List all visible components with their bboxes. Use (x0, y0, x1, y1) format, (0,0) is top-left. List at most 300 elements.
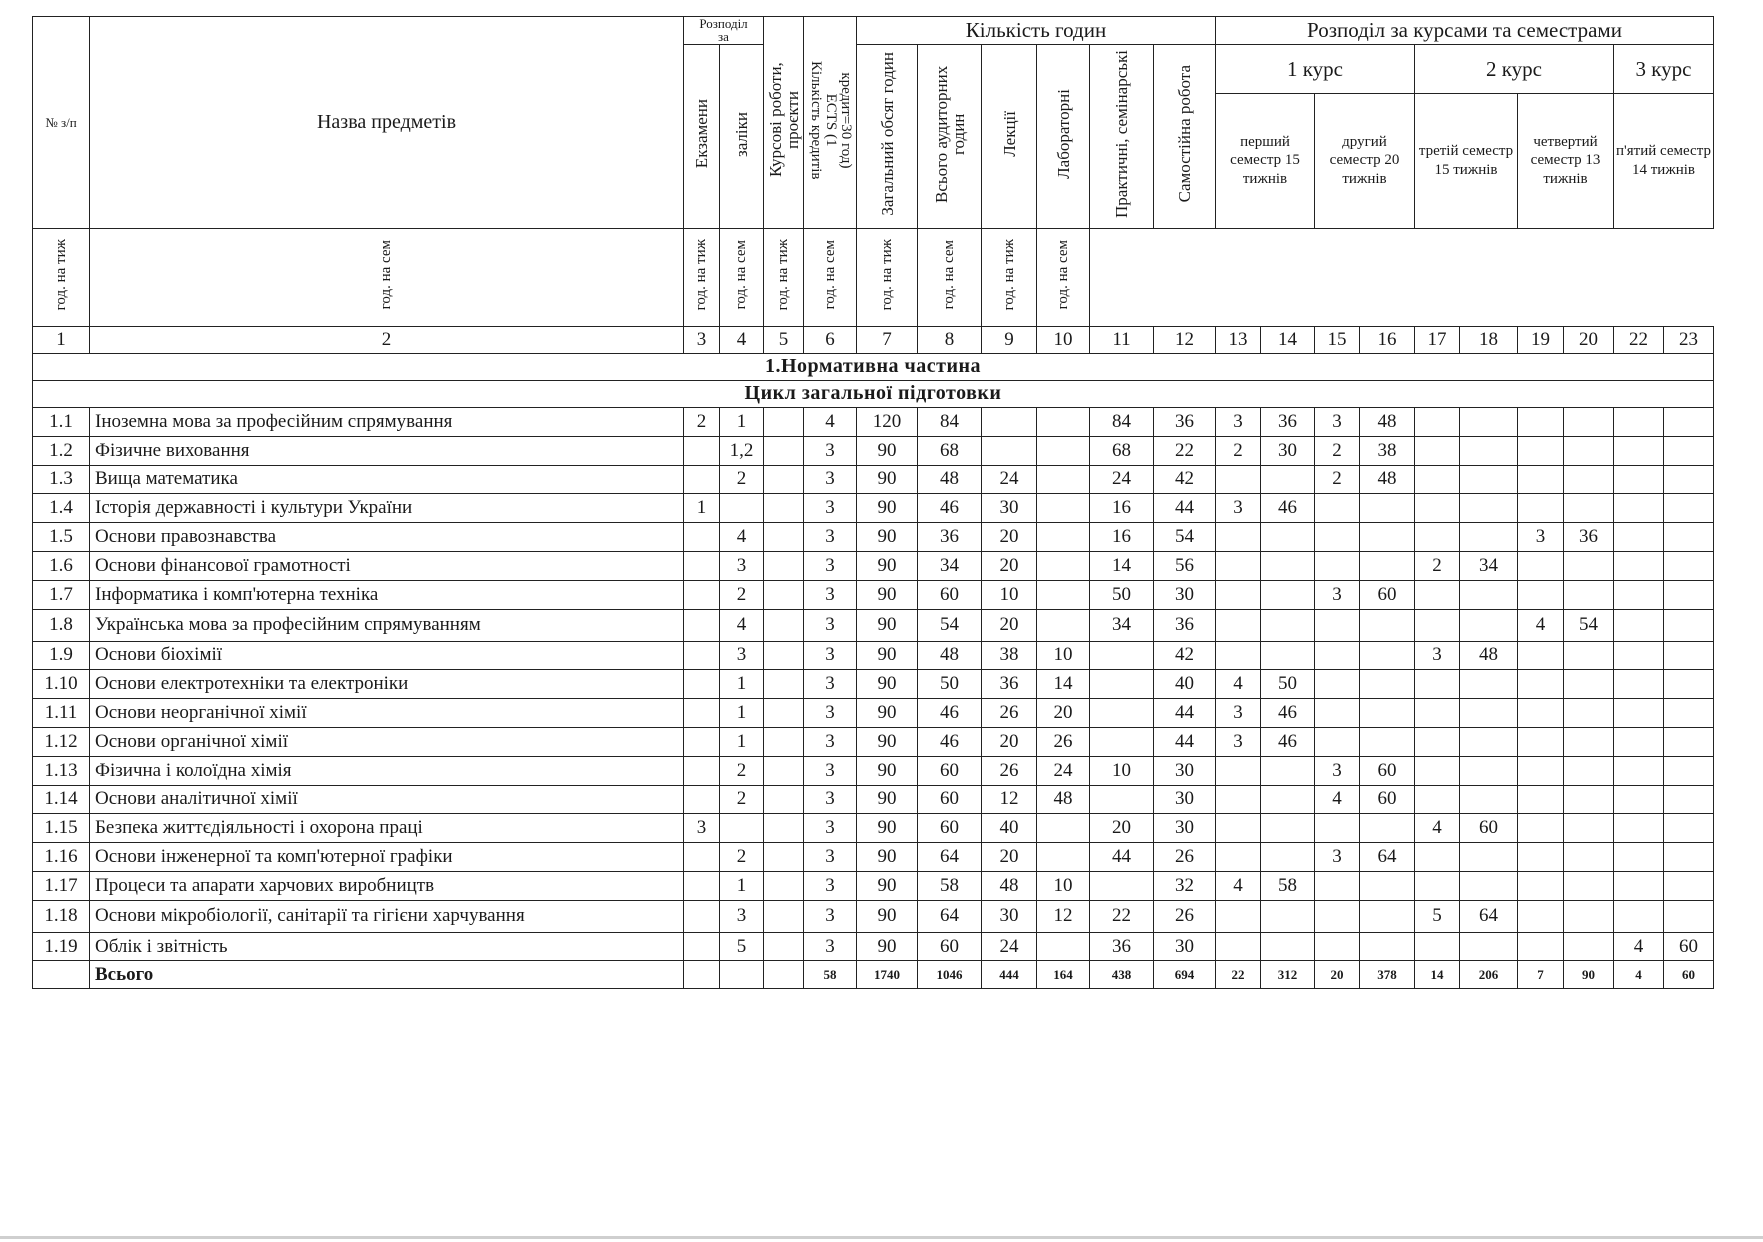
table-cell: 20 (1037, 699, 1090, 728)
total-cell (684, 961, 720, 989)
total-cell: 206 (1460, 961, 1518, 989)
table-cell (1090, 727, 1154, 756)
total-row (33, 961, 1714, 989)
subject-name: Основи електротехніки та електроніки (90, 670, 684, 699)
table-cell (1664, 871, 1714, 900)
table-cell: 68 (918, 436, 982, 465)
table-cell: 90 (857, 523, 918, 552)
table-cell: 60 (918, 814, 982, 843)
subject-name: Основи органічної хімії (90, 727, 684, 756)
table-cell: 24 (1037, 756, 1090, 785)
table-cell (1614, 436, 1664, 465)
table-cell (1360, 551, 1415, 580)
table-cell: 24 (1090, 465, 1154, 494)
table-cell: 68 (1090, 436, 1154, 465)
header-semester: другий семестр 20 тижнів (1315, 93, 1415, 228)
table-cell (1564, 785, 1614, 814)
table-cell: 42 (1154, 465, 1216, 494)
column-number: 12 (1154, 326, 1216, 353)
table-cell: 2 (1315, 436, 1360, 465)
table-cell (684, 670, 720, 699)
table-cell (1315, 670, 1360, 699)
table-cell (1261, 900, 1315, 932)
table-cell: 58 (918, 871, 982, 900)
table-cell: 2 (720, 843, 764, 872)
table-cell: 26 (982, 699, 1037, 728)
row-number: 1.15 (33, 814, 90, 843)
table-cell (1037, 843, 1090, 872)
subject-name: Іноземна мова за професійним спрямування (90, 407, 684, 436)
table-cell (1564, 756, 1614, 785)
row-number: 1.13 (33, 756, 90, 785)
table-cell: 4 (1216, 871, 1261, 900)
table-cell (1360, 494, 1415, 523)
subject-name: Фізичне виховання (90, 436, 684, 465)
column-number: 7 (857, 326, 918, 353)
table-cell (1261, 580, 1315, 609)
subject-name: Основи правознавства (90, 523, 684, 552)
table-cell: 3 (804, 843, 857, 872)
table-cell: 60 (918, 932, 982, 961)
table-cell: 84 (1090, 407, 1154, 436)
table-cell (1518, 785, 1564, 814)
table-cell (1261, 609, 1315, 641)
table-cell (1261, 756, 1315, 785)
table-cell (1090, 641, 1154, 670)
table-cell (1518, 871, 1564, 900)
table-cell: 20 (982, 523, 1037, 552)
table-cell: 5 (720, 932, 764, 961)
table-cell (1664, 551, 1714, 580)
table-cell (1216, 932, 1261, 961)
table-row (33, 699, 1714, 728)
row-number: 1.16 (33, 843, 90, 872)
table-cell: 14 (1090, 551, 1154, 580)
table-cell: 3 (684, 814, 720, 843)
table-row (33, 871, 1714, 900)
table-cell (684, 900, 720, 932)
table-cell: 38 (1360, 436, 1415, 465)
total-cell: 14 (1415, 961, 1460, 989)
table-cell: 12 (1037, 900, 1090, 932)
table-cell (764, 641, 804, 670)
table-cell: 30 (1154, 580, 1216, 609)
table-cell: 24 (982, 932, 1037, 961)
table-cell (1037, 814, 1090, 843)
table-cell (1564, 641, 1614, 670)
total-cell: 438 (1090, 961, 1154, 989)
table-cell (1518, 436, 1564, 465)
total-label: Всього (90, 961, 684, 989)
table-cell: 26 (1037, 727, 1090, 756)
subject-name: Інформатика і комп'ютерна техніка (90, 580, 684, 609)
header-praktychni: Практичні, семінарські (1090, 45, 1154, 229)
table-cell: 22 (1090, 900, 1154, 932)
column-number: 9 (982, 326, 1037, 353)
table-cell (1415, 932, 1460, 961)
table-cell (1360, 871, 1415, 900)
table-cell: 26 (1154, 843, 1216, 872)
table-cell (982, 407, 1037, 436)
table-cell (1216, 580, 1261, 609)
header-semester: четвертий семестр 13 тижнів (1518, 93, 1614, 228)
header-per-sem: год. на сем (720, 228, 764, 326)
table-cell: 90 (857, 932, 918, 961)
row-number: 1.3 (33, 465, 90, 494)
subject-name: Основи біохімії (90, 641, 684, 670)
table-cell: 2 (1415, 551, 1460, 580)
header-course-2: 2 курс (1415, 45, 1614, 94)
table-cell: 60 (918, 580, 982, 609)
total-cell: 90 (1564, 961, 1614, 989)
table-cell (1518, 407, 1564, 436)
header-per-week: год. на тиж (684, 228, 720, 326)
table-cell (1614, 465, 1664, 494)
table-cell: 54 (1564, 609, 1614, 641)
table-cell: 3 (804, 756, 857, 785)
table-cell (1614, 900, 1664, 932)
table-cell: 30 (982, 900, 1037, 932)
column-number: 5 (764, 326, 804, 353)
table-cell (1518, 494, 1564, 523)
table-cell: 10 (1037, 871, 1090, 900)
table-cell (1460, 580, 1518, 609)
table-cell (1216, 609, 1261, 641)
table-cell: 44 (1154, 699, 1216, 728)
subject-name: Основи аналітичної хімії (90, 785, 684, 814)
table-cell (1614, 523, 1664, 552)
table-row (33, 756, 1714, 785)
table-cell: 44 (1154, 494, 1216, 523)
table-cell: 90 (857, 814, 918, 843)
column-number: 13 (1216, 326, 1261, 353)
table-cell: 50 (1261, 670, 1315, 699)
total-number-cell (33, 961, 90, 989)
table-cell (1564, 407, 1614, 436)
subject-name: Процеси та апарати харчових виробництв (90, 871, 684, 900)
table-cell (764, 900, 804, 932)
row-number: 1.12 (33, 727, 90, 756)
table-cell (1664, 785, 1714, 814)
table-cell (1216, 785, 1261, 814)
table-cell (1614, 699, 1664, 728)
table-cell (764, 523, 804, 552)
table-cell (1564, 814, 1614, 843)
table-cell: 84 (918, 407, 982, 436)
table-cell: 1 (720, 871, 764, 900)
header-exams: Екзамени (684, 45, 720, 229)
table-cell: 30 (1154, 785, 1216, 814)
table-cell: 60 (1360, 756, 1415, 785)
table-cell (1614, 785, 1664, 814)
row-number: 1.11 (33, 699, 90, 728)
table-cell: 3 (804, 609, 857, 641)
table-cell: 3 (1216, 494, 1261, 523)
total-cell: 312 (1261, 961, 1315, 989)
table-cell: 60 (1360, 785, 1415, 814)
table-cell: 24 (982, 465, 1037, 494)
table-cell (1261, 551, 1315, 580)
table-cell (1518, 900, 1564, 932)
subject-name: Основи неорганічної хімії (90, 699, 684, 728)
table-cell: 90 (857, 580, 918, 609)
table-cell: 20 (982, 609, 1037, 641)
table-cell: 3 (1315, 756, 1360, 785)
table-cell: 30 (1261, 436, 1315, 465)
table-cell: 2 (720, 785, 764, 814)
total-cell: 58 (804, 961, 857, 989)
table-cell (1216, 756, 1261, 785)
table-cell: 54 (918, 609, 982, 641)
table-cell (1415, 756, 1460, 785)
table-cell: 26 (982, 756, 1037, 785)
table-cell: 34 (918, 551, 982, 580)
table-cell (1664, 900, 1714, 932)
table-cell (1460, 609, 1518, 641)
table-cell: 60 (1460, 814, 1518, 843)
table-cell: 3 (804, 641, 857, 670)
table-cell: 58 (1261, 871, 1315, 900)
table-cell (1564, 670, 1614, 699)
table-cell: 3 (1518, 523, 1564, 552)
total-cell: 1046 (918, 961, 982, 989)
curriculum-table (32, 16, 1714, 989)
total-cell: 22 (1216, 961, 1261, 989)
table-cell (764, 785, 804, 814)
table-cell (1614, 843, 1664, 872)
column-number: 2 (90, 326, 684, 353)
table-cell (1664, 814, 1714, 843)
column-number: 15 (1315, 326, 1360, 353)
table-cell: 3 (1315, 407, 1360, 436)
table-cell (1415, 871, 1460, 900)
table-cell (1564, 843, 1614, 872)
table-cell (1564, 871, 1614, 900)
table-cell (1664, 843, 1714, 872)
total-cell: 7 (1518, 961, 1564, 989)
table-cell (1564, 699, 1614, 728)
table-cell: 36 (1261, 407, 1315, 436)
table-cell: 3 (804, 523, 857, 552)
table-row (33, 932, 1714, 961)
table-cell: 120 (857, 407, 918, 436)
table-cell (1037, 580, 1090, 609)
table-row (33, 900, 1714, 932)
row-number: 1.18 (33, 900, 90, 932)
header-per-sem: год. на сем (1037, 228, 1090, 326)
subject-name: Фізична і колоїдна хімія (90, 756, 684, 785)
table-cell (1315, 551, 1360, 580)
table-cell (764, 727, 804, 756)
table-cell (1415, 494, 1460, 523)
table-cell (764, 932, 804, 961)
table-cell (684, 436, 720, 465)
header-per-sem: год. на сем (804, 228, 857, 326)
table-cell (1518, 756, 1564, 785)
table-cell (1415, 609, 1460, 641)
table-cell (1460, 785, 1518, 814)
table-cell (1216, 551, 1261, 580)
table-cell: 90 (857, 871, 918, 900)
column-number: 22 (1614, 326, 1664, 353)
table-cell (1261, 785, 1315, 814)
table-cell: 5 (1415, 900, 1460, 932)
table-cell: 16 (1090, 494, 1154, 523)
table-cell (1614, 551, 1664, 580)
table-cell: 1 (720, 699, 764, 728)
table-cell: 3 (720, 900, 764, 932)
subject-name: Облік і звітність (90, 932, 684, 961)
table-cell (1360, 523, 1415, 552)
table-cell: 3 (804, 551, 857, 580)
table-cell (1037, 609, 1090, 641)
table-cell: 10 (1090, 756, 1154, 785)
column-number: 17 (1415, 326, 1460, 353)
table-cell: 44 (1154, 727, 1216, 756)
table-cell (1415, 843, 1460, 872)
table-cell: 20 (982, 727, 1037, 756)
table-row (33, 494, 1714, 523)
table-cell (1216, 843, 1261, 872)
column-number: 14 (1261, 326, 1315, 353)
header-name: Назва предметів (90, 17, 684, 229)
table-cell (1360, 900, 1415, 932)
header-samostiina: Самостійна робота (1154, 45, 1216, 229)
row-number: 1.7 (33, 580, 90, 609)
table-cell (1664, 641, 1714, 670)
subject-name: Українська мова за професійним спрямуванням (90, 609, 684, 641)
table-cell (764, 756, 804, 785)
header-kilkist-hodyn: Кількість годин (857, 17, 1216, 45)
table-cell: 4 (1518, 609, 1564, 641)
table-cell (1664, 523, 1714, 552)
table-cell (1518, 727, 1564, 756)
table-cell (1460, 494, 1518, 523)
total-cell: 20 (1315, 961, 1360, 989)
table-cell: 26 (1154, 900, 1216, 932)
table-cell (1460, 843, 1518, 872)
table-cell: 38 (982, 641, 1037, 670)
table-cell (1664, 580, 1714, 609)
table-cell (1037, 523, 1090, 552)
table-cell: 3 (1415, 641, 1460, 670)
table-cell (1460, 465, 1518, 494)
table-cell (1664, 407, 1714, 436)
table-cell: 4 (1415, 814, 1460, 843)
row-number: 1.4 (33, 494, 90, 523)
total-cell: 378 (1360, 961, 1415, 989)
header-per-week: год. на тиж (33, 228, 90, 326)
table-cell: 3 (720, 641, 764, 670)
table-cell (1315, 814, 1360, 843)
table-cell: 36 (918, 523, 982, 552)
row-number: 1.17 (33, 871, 90, 900)
table-cell: 3 (804, 932, 857, 961)
table-cell: 3 (804, 727, 857, 756)
column-number: 6 (804, 326, 857, 353)
table-cell: 90 (857, 494, 918, 523)
table-cell (684, 785, 720, 814)
header-rozpodil-kursy: Розподіл за курсами та семестрами (1216, 17, 1714, 45)
table-cell: 4 (1315, 785, 1360, 814)
cycle-title: Цикл загальної підготовки (33, 380, 1714, 407)
table-cell (684, 523, 720, 552)
table-cell (1360, 609, 1415, 641)
header-rozpodil: Розподіл за (684, 17, 764, 45)
table-cell (1261, 641, 1315, 670)
subject-name: Історія державності і культури України (90, 494, 684, 523)
table-cell (1460, 932, 1518, 961)
table-cell: 90 (857, 843, 918, 872)
table-cell: 48 (918, 465, 982, 494)
table-cell (1518, 932, 1564, 961)
header-semester: третій семестр 15 тижнів (1415, 93, 1518, 228)
table-cell (684, 756, 720, 785)
table-cell (764, 551, 804, 580)
table-cell (1664, 465, 1714, 494)
table-cell: 30 (1154, 814, 1216, 843)
table-cell (1460, 756, 1518, 785)
table-cell (1037, 407, 1090, 436)
table-cell: 4 (1216, 670, 1261, 699)
table-cell (1664, 699, 1714, 728)
table-cell (1614, 641, 1664, 670)
table-cell: 90 (857, 551, 918, 580)
table-cell: 42 (1154, 641, 1216, 670)
table-cell (1090, 871, 1154, 900)
column-number: 8 (918, 326, 982, 353)
table-cell (1216, 900, 1261, 932)
table-cell (1614, 407, 1664, 436)
table-cell: 4 (1614, 932, 1664, 961)
table-cell: 30 (1154, 756, 1216, 785)
table-cell: 46 (1261, 727, 1315, 756)
table-cell: 34 (1460, 551, 1518, 580)
table-cell (1315, 641, 1360, 670)
table-cell: 2 (684, 407, 720, 436)
row-number: 1.14 (33, 785, 90, 814)
table-cell: 48 (1360, 465, 1415, 494)
total-cell: 164 (1037, 961, 1090, 989)
table-cell (764, 465, 804, 494)
table-cell: 36 (1090, 932, 1154, 961)
table-cell (684, 699, 720, 728)
table-cell: 30 (1154, 932, 1216, 961)
table-cell (1518, 641, 1564, 670)
table-cell (1614, 727, 1664, 756)
header-zaliky: заліки (720, 45, 764, 229)
column-number: 19 (1518, 326, 1564, 353)
table-cell: 1 (720, 407, 764, 436)
table-cell: 20 (982, 843, 1037, 872)
table-cell (1315, 609, 1360, 641)
table-cell: 90 (857, 670, 918, 699)
table-cell (1315, 523, 1360, 552)
table-cell (1315, 871, 1360, 900)
table-cell (1037, 551, 1090, 580)
table-cell (764, 609, 804, 641)
table-cell (1664, 609, 1714, 641)
table-cell: 90 (857, 465, 918, 494)
table-cell: 3 (720, 551, 764, 580)
table-row (33, 609, 1714, 641)
table-cell (764, 699, 804, 728)
table-cell: 2 (720, 756, 764, 785)
table-cell: 3 (804, 670, 857, 699)
table-cell: 3 (804, 494, 857, 523)
table-cell (1090, 785, 1154, 814)
table-cell (764, 871, 804, 900)
